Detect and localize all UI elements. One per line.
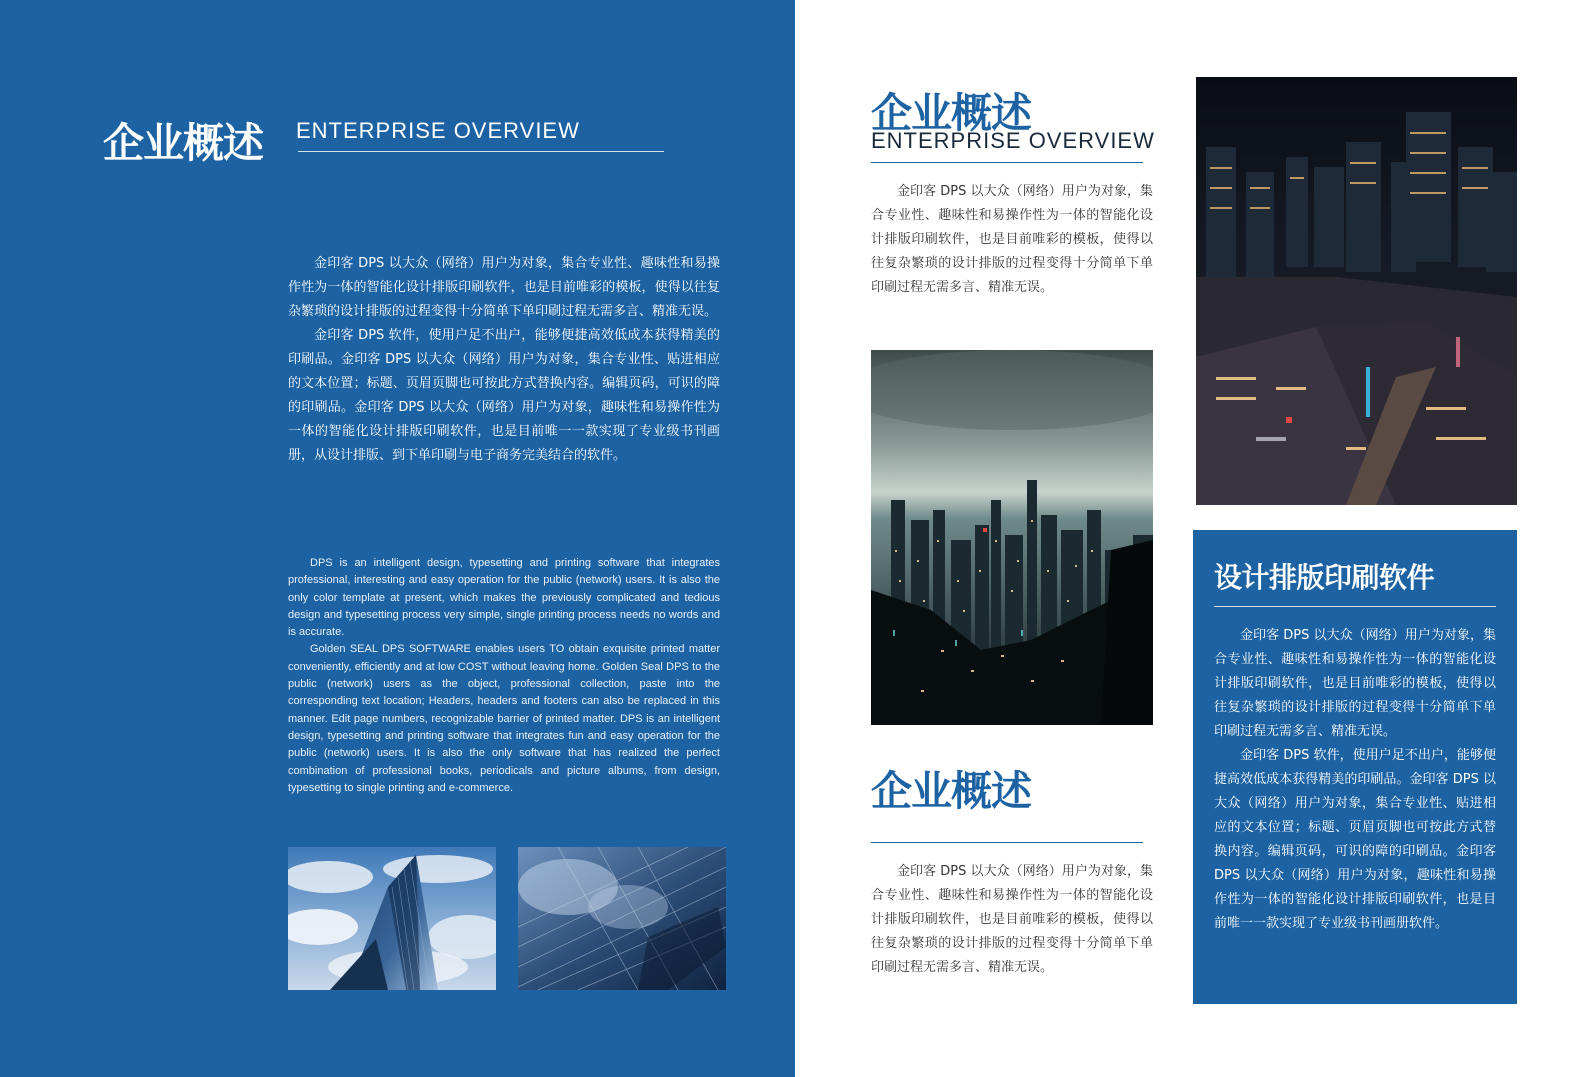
- right-section2-divider: [871, 842, 1143, 843]
- left-body-en: [288, 555, 720, 797]
- left-title-en: ENTERPRISE OVERVIEW: [296, 118, 580, 143]
- left-body-cn-paragraph-1: 金印客 DPS 以大众（网络）用户为对象，集合专业性、趣味性和易操作性为一体的智能化设计排版印刷软件，也是目前唯彩的模板，使得以往复杂繁琐的设计排版的过程变得十分简单下单印刷过程无需多言、精准无误。: [288, 256, 720, 319]
- city-skyline-photo: [871, 350, 1153, 725]
- right-section2-body: [871, 860, 1153, 980]
- glass-facade-photo: [518, 847, 726, 990]
- left-body-en-paragraph-2: Golden SEAL DPS SOFTWARE enables users TO obtain exquisite printed matter conveniently, efficiently and at low COST without leaving home. Golden Seal DPS to the public (network) users as the object, professional collection, paste into the corresponding text location; Headers, headers and footers can also be replaced in this manner. Edit page numbers, recognizable barrier of printed matter. DPS is an intelligent design, typesetting and printing software that integrates fun and easy operation for the public (network) users. It is also the only software that has realized the perfect combination of professional books, periodicals and picture albums, from design, typesetting to single printing and e-commerce.: [288, 643, 720, 794]
- left-title-cn: 企业概述: [103, 119, 263, 167]
- left-body-cn-paragraph-2: 金印客 DPS 软件，使用户足不出户，能够便捷高效低成本获得精美的印刷品。金印客 DPS 以大众（网络）用户为对象，集合专业性、贴进相应的文本位置；标题、页眉页脚也可按此方式替换内容。编辑页码，可识的障的印刷品。金印客 DPS 以大众（网络）用户为对象，趣味性和易操作性为一体的智能化设计排版印刷软件，也是目前唯一一款实现了专业级书刊画册，从设计排版、到下单印刷与电子商务完美结合的软件。: [288, 328, 720, 463]
- left-body-cn: [288, 252, 720, 468]
- card-title: 设计排版印刷软件: [1214, 561, 1435, 594]
- card-divider: [1214, 606, 1496, 607]
- right-section2-title-cn: 企业概述: [871, 767, 1031, 815]
- right-section1-body: [871, 180, 1153, 300]
- right-section1-divider: [871, 162, 1143, 163]
- card-paragraph-2: 金印客 DPS 软件，使用户足不出户，能够便捷高效低成本获得精美的印刷品。金印客 DPS 以大众（网络）用户为对象，集合专业性、贴进相应的文本位置；标题、页眉页脚也可按此方式替换内容。编辑页码，可识的障的印刷品。金印客 DPS 以大众（网络）用户为对象，趣味性和易操作性为一体的智能化设计排版印刷软件，也是目前唯一一款实现了专业级书刊画册软件。: [1214, 748, 1496, 931]
- right-section1-paragraph: 金印客 DPS 以大众（网络）用户为对象，集合专业性、趣味性和易操作性为一体的智能化设计排版印刷软件，也是目前唯彩的模板，使得以往复杂繁琐的设计排版的过程变得十分简单下单印刷过程无需多言、精准无误。: [871, 184, 1153, 295]
- right-section2-paragraph: 金印客 DPS 以大众（网络）用户为对象，集合专业性、趣味性和易操作性为一体的智能化设计排版印刷软件，也是目前唯彩的模板，使得以往复杂繁琐的设计排版的过程变得十分简单下单印刷过程无需多言、精准无误。: [871, 864, 1153, 975]
- card-paragraph-1: 金印客 DPS 以大众（网络）用户为对象，集合专业性、趣味性和易操作性为一体的智能化设计排版印刷软件，也是目前唯彩的模板，使得以往复杂繁琐的设计排版的过程变得十分简单下单印刷过程无需多言、精准无误。: [1214, 628, 1496, 739]
- night-city-aerial-photo: [1196, 77, 1517, 505]
- skyscraper-clouds-photo: [288, 847, 496, 990]
- software-info-card: [1193, 530, 1517, 1004]
- card-body: [1214, 624, 1496, 936]
- right-section1-title-cn: 企业概述: [871, 89, 1031, 137]
- left-title-divider: [298, 151, 664, 152]
- left-body-en-paragraph-1: DPS is an intelligent design, typesetting and printing software that integrates professional, interesting and easy operation for the public (network) users. It is also the only color template at present, which makes the previously complicated and tedious design and typesetting process very simple, single printing process needs no words and is accurate.: [288, 557, 720, 639]
- right-section1-title-en: ENTERPRISE OVERVIEW: [871, 128, 1155, 153]
